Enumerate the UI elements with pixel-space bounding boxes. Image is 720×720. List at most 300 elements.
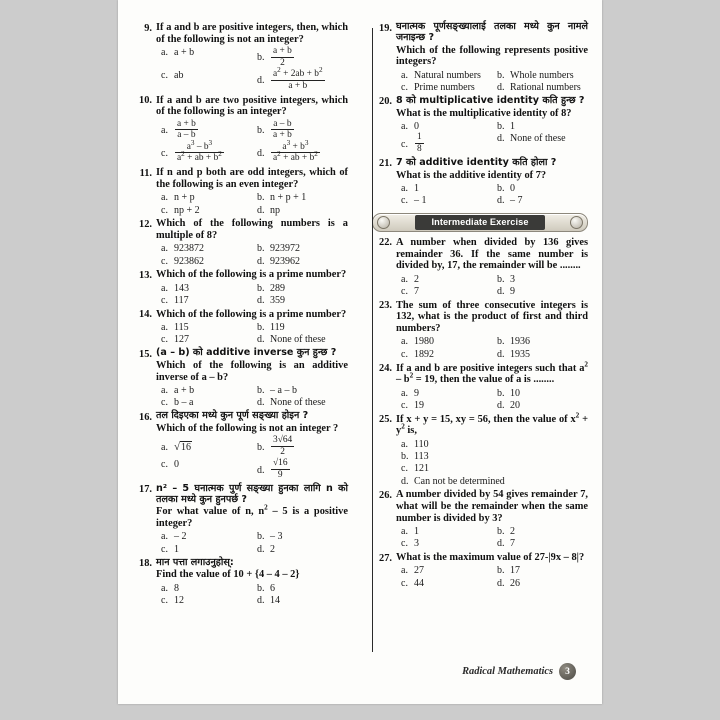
square-root: [174, 441, 192, 453]
option-value: 0: [414, 120, 419, 132]
question-item: [132, 348, 348, 409]
option-label: b.: [257, 52, 265, 64]
option[interactable]: [156, 204, 252, 216]
option-label: a.: [161, 384, 168, 396]
option-value: 2: [510, 526, 515, 538]
question-number: 10.: [139, 95, 152, 107]
option-label: a.: [401, 438, 408, 450]
fraction-numerator: $a^2 + 2ab + b^2$: [273, 65, 323, 80]
option-value: 127: [174, 334, 189, 346]
option[interactable]: [252, 204, 348, 216]
option[interactable]: [156, 322, 252, 334]
question-number: 24.: [379, 363, 392, 375]
option[interactable]: [252, 436, 348, 459]
option-label: b.: [257, 322, 265, 334]
option[interactable]: [252, 334, 348, 346]
option-list: [156, 47, 348, 93]
option[interactable]: [156, 70, 252, 93]
option-label: b.: [497, 273, 505, 285]
option[interactable]: [396, 463, 588, 475]
option-label: d.: [497, 577, 505, 589]
option-label: a.: [401, 387, 408, 399]
option[interactable]: [492, 387, 588, 399]
option-list: [396, 120, 588, 155]
option[interactable]: [252, 531, 348, 543]
option-value: – 1: [414, 195, 427, 207]
question-item: [132, 411, 348, 482]
option-value: 1: [510, 120, 515, 132]
question-item: [372, 489, 588, 550]
option[interactable]: [396, 577, 492, 589]
option[interactable]: [156, 47, 252, 70]
option[interactable]: [396, 399, 492, 411]
option-value: 110: [414, 438, 429, 450]
option[interactable]: [252, 294, 348, 306]
option[interactable]: [252, 255, 348, 267]
option-value: Natural numbers: [414, 69, 481, 81]
option-label: c.: [401, 463, 408, 475]
option[interactable]: [252, 119, 348, 142]
question-number: 15.: [139, 348, 152, 360]
radical-sign: √: [174, 440, 181, 453]
question-body: [156, 22, 348, 93]
option[interactable]: [492, 81, 588, 93]
option[interactable]: [492, 195, 588, 207]
option[interactable]: [156, 531, 252, 543]
option-value: Prime numbers: [414, 81, 475, 93]
option-value: 3: [414, 538, 419, 550]
option-value: 1936: [510, 336, 530, 348]
option-value: 6: [270, 582, 275, 594]
option-label: b.: [497, 336, 505, 348]
option[interactable]: [252, 192, 348, 204]
question-item: [372, 411, 588, 488]
question-body: [156, 411, 348, 482]
option-label: a.: [401, 565, 408, 577]
option-value: a + b: [174, 47, 195, 58]
option-value: [270, 436, 348, 458]
question-stem-nepali: 8 को multiplicative identity कति हुन्छ ?: [396, 94, 585, 106]
book-title: Radical Mathematics: [462, 666, 553, 677]
option[interactable]: [156, 243, 252, 255]
option[interactable]: [492, 399, 588, 411]
question-stem: Which of the following is a prime number?: [156, 308, 347, 320]
option-value: 7: [414, 285, 419, 297]
question-body: [156, 348, 348, 409]
question-item: [372, 552, 588, 589]
question-number: 27.: [379, 552, 392, 564]
option[interactable]: [156, 192, 252, 204]
option-label: d.: [257, 594, 265, 606]
fraction: [415, 132, 424, 154]
fraction: [175, 119, 198, 141]
option[interactable]: [492, 565, 588, 577]
option-value: b – a: [174, 397, 194, 409]
question-body: [156, 167, 348, 216]
question-stem: Which of the following is not an integer ?: [156, 422, 339, 434]
question-stem-nepali: n² – 5 घनात्मक पुर्ण सङ्ख्या हुनका लागि n को तलका मध्ये कुन हुनपर्छ ?: [156, 482, 348, 505]
option-value: 14: [270, 594, 280, 606]
option[interactable]: [252, 322, 348, 334]
option[interactable]: [156, 459, 252, 482]
fraction: [271, 138, 320, 164]
question-item: [372, 96, 588, 156]
question-body: [396, 552, 588, 589]
option-value: n + p + 1: [270, 192, 307, 204]
option-label: d.: [497, 133, 505, 145]
option[interactable]: [252, 594, 348, 606]
option-label: c.: [161, 70, 168, 82]
option[interactable]: [396, 526, 492, 538]
option-list: [396, 526, 588, 551]
option[interactable]: [156, 582, 252, 594]
option-value: 1: [174, 543, 179, 555]
question-stem: Find the value of 10 + {4 – 4 – 2}: [156, 569, 300, 581]
option-list: [156, 322, 348, 347]
option-list: [396, 438, 588, 487]
option-label: a.: [401, 526, 408, 538]
question-body: [396, 96, 588, 156]
question-stem: If n and p both are odd integers, which of the following is an even integer?: [156, 167, 348, 190]
question-item: [132, 167, 348, 216]
option[interactable]: [156, 138, 252, 165]
question-stem-nepali: मान पत्ता लगाउनुहोस्:: [156, 556, 234, 568]
question-stem: What is the maximum value of 27-|9x – 8|?: [396, 552, 585, 564]
fraction-denominator: a + b: [273, 130, 292, 141]
fraction-denominator: 2: [280, 446, 285, 457]
option-label: b.: [497, 182, 505, 194]
option-label: b.: [257, 531, 265, 543]
fraction: [175, 138, 224, 164]
option-value: None of these: [270, 334, 326, 346]
option-label: c.: [401, 577, 408, 589]
option[interactable]: [252, 243, 348, 255]
option-value: 359: [270, 294, 285, 306]
fraction-denominator: 8: [417, 143, 422, 154]
question-stem: The sum of three consecutive integers is 132, what is the product of first and third numbers?: [396, 299, 588, 335]
option[interactable]: [396, 195, 492, 207]
fraction-numerator: a + b: [177, 118, 196, 129]
fraction-denominator: $a^2$ + ab + $b^2$: [273, 150, 318, 164]
option-list: [396, 182, 588, 207]
question-stem: What is the additive identity of 7?: [396, 169, 547, 181]
option[interactable]: [492, 120, 588, 132]
option[interactable]: [492, 182, 588, 194]
option-value: 9: [510, 285, 515, 297]
option[interactable]: [252, 138, 348, 165]
option[interactable]: [396, 565, 492, 577]
option-value: 115: [174, 322, 189, 334]
option-label: c.: [401, 81, 408, 93]
option-value: Rational numbers: [510, 81, 581, 93]
option-label: b.: [497, 387, 505, 399]
two-column-layout: [132, 22, 588, 652]
question-number: 21.: [379, 158, 392, 170]
option-value: 923862: [174, 255, 204, 267]
question-stem: Which of the following numbers is a multiple of 8?: [156, 218, 348, 242]
option-value: 923972: [270, 243, 300, 255]
option-label: b.: [497, 565, 505, 577]
fraction-denominator: $a^2$ + ab + $b^2$: [177, 150, 222, 164]
option[interactable]: [252, 282, 348, 294]
question-number: 26.: [379, 489, 392, 501]
right-column: [358, 22, 588, 652]
option[interactable]: [252, 47, 348, 70]
question-item: [132, 309, 348, 346]
option-value: 1: [414, 182, 419, 194]
option-value: [414, 133, 492, 155]
option[interactable]: [156, 384, 252, 396]
option[interactable]: [492, 273, 588, 285]
question-item: [132, 269, 348, 306]
option[interactable]: [156, 255, 252, 267]
option-label: b.: [257, 582, 265, 594]
question-number: 12.: [139, 218, 152, 230]
option-value: 289: [270, 282, 285, 294]
question-body: [156, 309, 348, 346]
option-label: b.: [257, 125, 265, 136]
option-label: a.: [401, 69, 408, 81]
option-value: 2: [270, 543, 275, 555]
option-value: 9: [414, 387, 419, 399]
option-label: c.: [401, 195, 408, 207]
option[interactable]: [156, 119, 252, 142]
option-label: a.: [401, 120, 408, 132]
option-label: c.: [161, 334, 168, 346]
option-label: a.: [161, 282, 168, 294]
question-stem: A number divided by 54 gives remainder 7, what will be the remainder when the same number is divided by 3?: [396, 489, 588, 524]
option[interactable]: [396, 348, 492, 360]
option[interactable]: [252, 543, 348, 555]
question-stem: If x + y = 15, xy = 56, then the value of $x^2 + y^2$ is,: [396, 411, 588, 437]
option-value: [174, 120, 252, 142]
question-stem: Which of the following is a prime number?: [156, 269, 347, 281]
banner-label: Intermediate Exercise: [415, 215, 544, 230]
option-label: d.: [257, 464, 265, 476]
option-value: 0: [174, 459, 179, 471]
question-stem: If a and b are positive integers, then, which of the following is not an integer?: [156, 22, 348, 45]
option-label: c.: [161, 255, 168, 267]
option-list: [156, 531, 348, 556]
option[interactable]: [252, 582, 348, 594]
fraction: [271, 65, 325, 91]
option-value: n + p: [174, 192, 195, 204]
option-value: 117: [174, 294, 189, 306]
fraction: [271, 458, 290, 480]
option-label: b.: [257, 384, 265, 396]
option-label: d.: [257, 204, 265, 216]
option[interactable]: [156, 282, 252, 294]
question-body: [156, 269, 348, 306]
question-item: [132, 558, 348, 607]
option-value: 19: [414, 399, 424, 411]
option[interactable]: [492, 133, 588, 156]
option-value: 0: [510, 182, 515, 194]
page-footer: [462, 663, 576, 680]
option-label: d.: [497, 285, 505, 297]
question-number: 19.: [379, 22, 392, 34]
option[interactable]: [396, 475, 588, 487]
page-number-badge: 3: [559, 663, 576, 680]
option[interactable]: [396, 285, 492, 297]
option-label: d.: [257, 543, 265, 555]
option[interactable]: [396, 273, 492, 285]
option-label: a.: [161, 441, 168, 453]
option-value: None of these: [270, 397, 326, 409]
question-body: [156, 95, 348, 166]
option[interactable]: [252, 384, 348, 396]
option-value: Whole numbers: [510, 69, 574, 81]
option[interactable]: [396, 336, 492, 348]
option[interactable]: [156, 436, 252, 459]
option[interactable]: [492, 285, 588, 297]
option-value: [270, 120, 348, 142]
option[interactable]: [492, 336, 588, 348]
option-value: 8: [174, 582, 179, 594]
option-value: – a – b: [270, 384, 297, 396]
option[interactable]: [396, 450, 588, 462]
option-label: d.: [401, 475, 409, 487]
option[interactable]: [156, 543, 252, 555]
option-label: d.: [257, 334, 265, 346]
option[interactable]: [396, 438, 588, 450]
fraction: [271, 119, 294, 141]
option-value: 119: [270, 322, 285, 334]
option-label: c.: [401, 348, 408, 360]
question-body: [396, 489, 588, 550]
option-label: d.: [257, 148, 265, 160]
option-value: 143: [174, 282, 189, 294]
question-item: [372, 237, 588, 298]
option-label: b.: [497, 120, 505, 132]
fraction-numerator: $a^3 + b^3$: [271, 142, 320, 154]
option-value: 17: [510, 565, 520, 577]
question-item: [372, 360, 588, 412]
option-value: – 7: [510, 195, 523, 207]
banner-knob-right-icon: [570, 216, 583, 229]
option[interactable]: [396, 182, 492, 194]
option[interactable]: [252, 459, 348, 482]
left-column: [132, 22, 358, 652]
option[interactable]: [492, 69, 588, 81]
option-value: [270, 47, 348, 69]
option-list: [396, 565, 588, 590]
option[interactable]: [492, 538, 588, 550]
question-body: [396, 300, 588, 361]
option[interactable]: [396, 133, 492, 156]
text-area: [132, 22, 588, 652]
option[interactable]: [156, 594, 252, 606]
option[interactable]: [396, 120, 492, 132]
question-number: 17.: [139, 484, 152, 496]
option-value: Can not be determined: [414, 475, 505, 487]
option[interactable]: [492, 526, 588, 538]
fraction-denominator: a – b: [177, 130, 196, 141]
option-value: 1980: [414, 336, 434, 348]
option-value: [174, 441, 252, 453]
option-value: 10: [510, 387, 520, 399]
option-label: d.: [257, 294, 265, 306]
question-stem: If a and b are two positive integers, which of the following is an integer?: [156, 94, 348, 118]
question-number: 14.: [139, 309, 152, 321]
option[interactable]: [156, 334, 252, 346]
option-list: [156, 119, 348, 165]
question-stem-nepali: घनात्मक पूर्णसङ्ख्यालाई तलका मध्ये कुन नामले जनाइन्छ ?: [396, 21, 588, 43]
banner-knob-left-icon: [377, 216, 390, 229]
option-value: 1892: [414, 348, 434, 360]
question-number: 11.: [139, 167, 152, 179]
option-label: d.: [257, 75, 265, 87]
option-label: a.: [161, 47, 168, 58]
option-list: [396, 336, 588, 361]
option[interactable]: [252, 397, 348, 409]
question-item: [132, 218, 348, 267]
question-item: [372, 300, 588, 361]
option-list: [156, 282, 348, 307]
option-value: 3: [510, 273, 515, 285]
question-item: [372, 22, 588, 94]
option-value: – 2: [174, 531, 187, 543]
option-label: a.: [401, 336, 408, 348]
option-list: [156, 582, 348, 607]
question-stem-nepali: तल दिइएका मध्ये कुन पूर्ण सङ्ख्या होइन ?: [156, 410, 309, 422]
option[interactable]: [396, 81, 492, 93]
option-value: [270, 138, 348, 165]
question-number: 20.: [379, 96, 392, 108]
option-value: – 3: [270, 531, 283, 543]
option-label: c.: [161, 204, 168, 216]
fraction-denominator: a + b: [288, 80, 308, 91]
option-label: c.: [161, 294, 168, 306]
option-value: np + 2: [174, 204, 200, 216]
option-label: a.: [161, 531, 168, 543]
fraction-numerator: 1: [417, 132, 422, 143]
option-value: 20: [510, 399, 520, 411]
option-label: d.: [497, 538, 505, 550]
fraction: [271, 46, 294, 68]
question-body: [156, 484, 348, 556]
option[interactable]: [156, 294, 252, 306]
option-label: a.: [161, 125, 168, 136]
option[interactable]: [492, 348, 588, 360]
fraction-numerator: √16: [273, 458, 288, 469]
option[interactable]: [252, 65, 348, 93]
column-divider: [372, 28, 373, 652]
option-value: np: [270, 204, 280, 216]
option-list: [396, 69, 588, 94]
option[interactable]: [396, 538, 492, 550]
option-label: c.: [401, 538, 408, 550]
radicand: 16: [181, 441, 192, 453]
fraction-numerator: a – b: [271, 119, 294, 131]
option-label: d.: [257, 255, 265, 267]
option[interactable]: [156, 397, 252, 409]
option-value: 113: [414, 450, 429, 462]
question-item: [132, 22, 348, 93]
question-stem: What is the multiplicative identity of 8?: [396, 107, 572, 119]
question-stem: For what value of n, $n^2 - 5$ is a positive integer?: [156, 503, 348, 530]
option[interactable]: [396, 387, 492, 399]
question-stem: A number when divided by 136 gives remainder 36. If the same number is divided by, 17, the remainder will be ........: [396, 236, 588, 272]
option-value: [174, 138, 252, 165]
question-number: 23.: [379, 300, 392, 312]
option[interactable]: [492, 577, 588, 589]
option-label: c.: [161, 148, 168, 160]
fraction-denominator: 2: [280, 57, 285, 68]
question-stem-nepali: 7 को additive identity कति होला ?: [396, 156, 557, 168]
question-item: [132, 484, 348, 556]
option[interactable]: [396, 69, 492, 81]
